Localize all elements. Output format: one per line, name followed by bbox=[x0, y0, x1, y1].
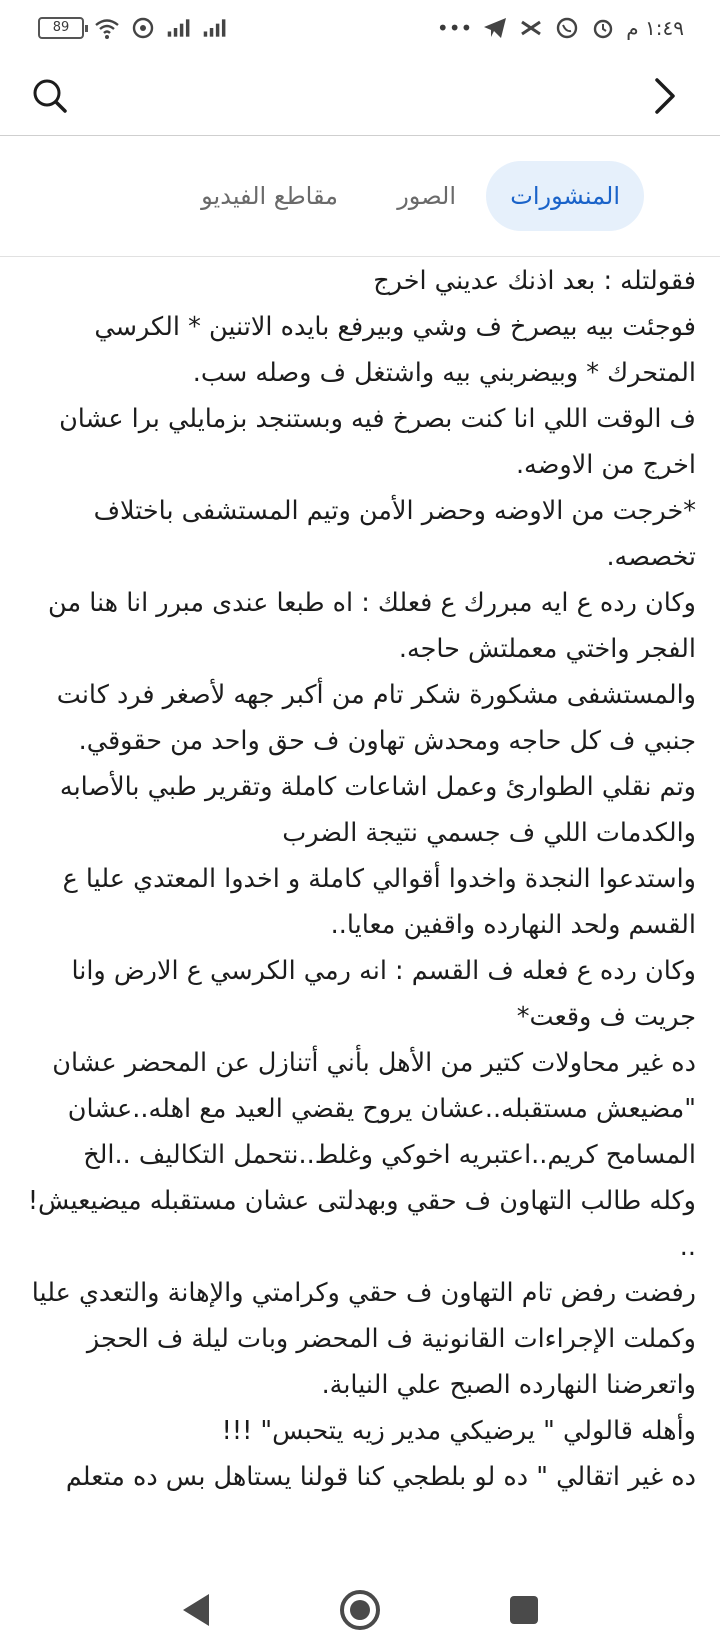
post-paragraph: وأهله قالولي " يرضيكي مدير زيه يتحبس" !!! bbox=[221, 1416, 696, 1446]
post-paragraph: ف الوقت اللي انا كنت بصرخ فيه وبستنجد بزمايلي برا عشان اخرج من الاوضه. bbox=[59, 404, 696, 480]
hotspot-icon bbox=[130, 16, 156, 40]
whatsapp-icon bbox=[554, 16, 580, 40]
back-triangle-icon bbox=[179, 1592, 213, 1628]
tab-videos[interactable]: مقاطع الفيديو bbox=[201, 182, 338, 210]
more-notifications-indicator: ••• bbox=[436, 16, 473, 40]
status-left bbox=[38, 16, 228, 40]
post-paragraph: رفضت رفض تام التهاون ف حقي وكرامتي والإهانة والتعدي عليا وكملت الإجراءات القانونية ف المحضر وبات ليلة ف الحجز واتعرضنا النهارده الصبح علي النيابة. bbox=[31, 1278, 696, 1400]
post-paragraph: فوجئت بيه بيصرخ ف وشي وبيرفع بايده الاتنين * الكرسي المتحرك * وبيضربني بيه واشتغل ف وصله سب. bbox=[94, 312, 696, 388]
search-icon bbox=[30, 76, 70, 116]
system-nav-bar bbox=[0, 1570, 720, 1650]
post-paragraph: وكله طالب التهاون ف حقي وبهدلتى عشان مستقبله ميضيعيش! .. bbox=[27, 1186, 696, 1262]
nav-home-button[interactable] bbox=[330, 1580, 390, 1640]
post-paragraph: فقولتله : بعد اذنك عديني اخرج bbox=[373, 266, 696, 296]
vpn-key-icon bbox=[518, 16, 544, 40]
telegram-icon bbox=[482, 16, 508, 40]
nav-back-button[interactable] bbox=[166, 1580, 226, 1640]
recents-square-icon bbox=[507, 1593, 541, 1627]
post-paragraph: وتم نقلي الطوارئ وعمل اشاعات كاملة وتقرير طبي بالأصابه والكدمات اللي ف جسمي نتيجة الضرب bbox=[59, 772, 696, 848]
battery-icon: 89 bbox=[38, 17, 84, 39]
post-paragraph: وكان رده ع ايه مبررك ع فعلك : اه طبعا عندى مبرر انا هنا من الفجر واختي معملتش حاجه. bbox=[48, 588, 696, 664]
post-text bbox=[24, 258, 696, 1556]
status-time: ١:٤٩ م bbox=[626, 16, 684, 40]
tab-photos[interactable]: الصور bbox=[397, 182, 456, 210]
wifi-icon bbox=[94, 16, 120, 40]
post-paragraph: ده غير اتقالي " ده لو بلطجي كنا قولنا يستاهل بس ده متعلم bbox=[65, 1462, 696, 1492]
search-button[interactable] bbox=[22, 68, 78, 124]
alarm-icon bbox=[590, 16, 616, 40]
status-bar bbox=[0, 0, 720, 56]
post-paragraph: واستدعوا النجدة واخدوا أقوالي كاملة و اخدوا المعتدي عليا ع القسم ولحد النهارده واقفين معايا.. bbox=[62, 864, 696, 940]
home-circle-icon bbox=[338, 1588, 382, 1632]
profile-tabs bbox=[0, 137, 720, 257]
post-paragraph: ده غير محاولات كتير من الأهل بأني أتنازل عن المحضر عشان "مضيعش مستقبله..عشان يروح يقضي العيد مع اهله..عشان المسامح كريم..اعتبريه اخوكي وغلط..نتحمل التكاليف ..الخ bbox=[52, 1048, 696, 1170]
tab-posts[interactable]: المنشورات bbox=[486, 161, 644, 231]
chevron-right-icon bbox=[646, 76, 682, 116]
post-paragraph: والمستشفى مشكورة شكر تام من أكبر جهه لأصغر فرد كانت جنبي ف كل حاجه ومحدش تهاون ف حق واحد من حقوقي. bbox=[56, 680, 696, 756]
signal-icon-1 bbox=[166, 16, 192, 40]
post-paragraph: وكان رده ع فعله ف القسم : انه رمي الكرسي ع الارض وانا جريت ف وقعت* bbox=[71, 956, 696, 1032]
nav-recents-button[interactable] bbox=[494, 1580, 554, 1640]
post-paragraph: *خرجت من الاوضه وحضر الأمن وتيم المستشفى باختلاف تخصصه. bbox=[93, 496, 696, 572]
top-app-bar bbox=[0, 56, 720, 136]
signal-icon-2 bbox=[202, 16, 228, 40]
status-right bbox=[437, 16, 684, 40]
back-button[interactable] bbox=[636, 68, 692, 124]
